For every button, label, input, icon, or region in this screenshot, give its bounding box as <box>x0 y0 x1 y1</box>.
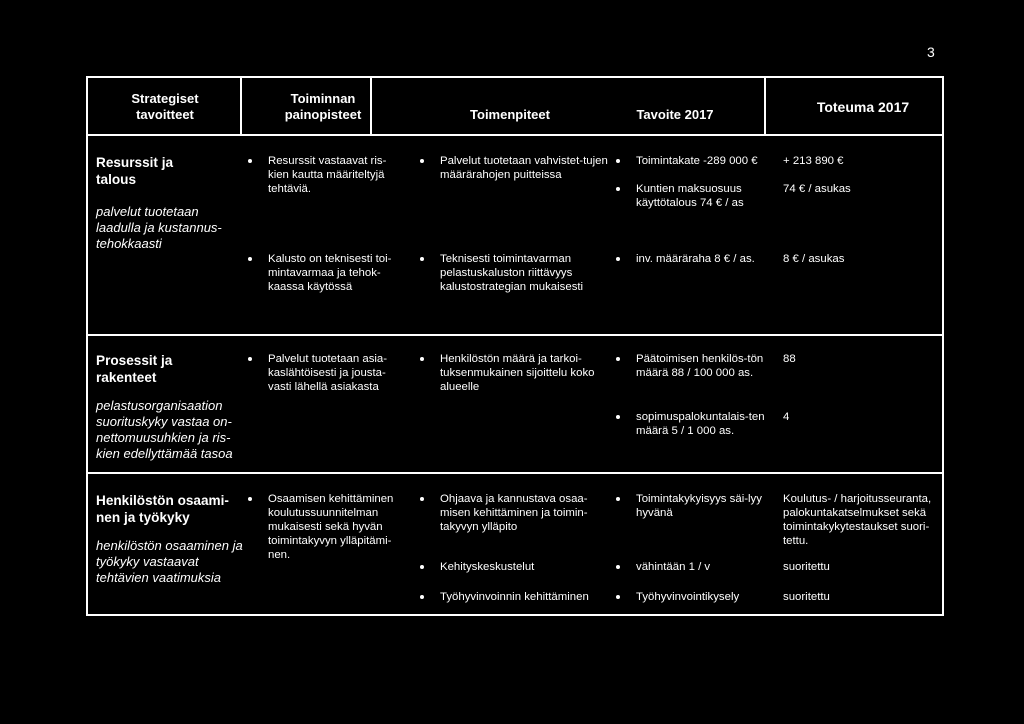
row-1-toimenpide-1: Palvelut tuotetaan vahvistet-tujen määrärahojen puitteissa <box>420 154 610 182</box>
row-2-tavoite-1a: Päätoimisen henkilös-tön määrä 88 / 100 000 as. <box>616 352 781 380</box>
row-3-subtitle: henkilöstön osaaminen ja työkyky vastaavat tehtävien vaatimuksia <box>96 538 243 585</box>
row-1-tavoite-2: inv. määräraha 8 € / as. <box>616 252 796 266</box>
header-col-divider-3 <box>764 78 766 136</box>
header-toimenpiteet: Toimenpiteet <box>470 107 550 122</box>
row-1-toteuma-2: 8 € / asukas <box>783 253 845 265</box>
header-tavoite-2017: Tavoite 2017 <box>636 107 714 122</box>
row-1-title: Resurssit ja talous <box>96 155 174 187</box>
row-3-toteuma-2: suoritettu <box>783 561 830 573</box>
row-3-toteuma-1: Koulutus- / harjoitusseuranta, palokuntakatselmukset sekä toimintakykytestaukset suori-tettu. <box>783 493 932 547</box>
row-3-tavoite-3: Työhyvinvointikysely <box>616 590 796 604</box>
row-2-tavoite-1b: sopimuspalokuntalais-ten määrä 5 / 1 000 as. <box>616 410 781 438</box>
row-3-toimenpide-1: Ohjaava ja kannustava osaa-misen kehittäminen ja toimin-takyvyn ylläpito <box>420 492 610 534</box>
row-1-tavoite-1a: Toimintakate -289 000 € <box>616 154 796 168</box>
row-3-tavoite-2: vähintään 1 / v <box>616 560 786 574</box>
row-2-toteuma-1b: 4 <box>783 411 790 423</box>
row-1-toteuma-1a: + 213 890 € <box>783 155 844 167</box>
row-3-toimenpide-2: Kehityskeskustelut <box>420 560 610 574</box>
header-toteuma-2017: Toteuma 2017 <box>816 99 910 115</box>
header-toiminnan-painopisteet: Toiminnan painopisteet <box>284 91 362 122</box>
row-2-toteuma-1a: 88 <box>783 353 796 365</box>
row-2-painopiste-1: Palvelut tuotetaan asia-kaslähtöisesti ja jousta-vasti lähellä asiakasta <box>248 352 398 394</box>
page-number: 3 <box>927 44 935 60</box>
row-1-painopiste-2: Kalusto on teknisesti toi-mintavarmaa ja tehok-kaassa käytössä <box>248 252 398 294</box>
row-1-toimenpide-2: Teknisesti toimintavarman pelastuskaluston riittävyys kalustostrategian mukaisesti <box>420 252 610 294</box>
row-1-painopiste-1: Resurssit vastaavat ris-kien kautta määriteltyjä tehtäviä. <box>248 154 398 196</box>
row-divider-1 <box>88 334 942 336</box>
row-2-subtitle: pelastusorganisaation suorituskyky vastaa on-nettomuusuhkien ja ris-kien edellyttämää tasoa <box>96 398 233 461</box>
strategy-table <box>86 76 944 616</box>
header-col-divider-2 <box>370 78 372 136</box>
row-3-toteuma-3: suoritettu <box>783 591 830 603</box>
row-3-painopiste-1: Osaamisen kehittäminen koulutussuunnitelman mukaisesti sekä hyvän toimintakyvyn ylläpitämi-nen. <box>248 492 403 562</box>
row-1-subtitle: palvelut tuotetaan laadulla ja kustannus-tehokkaasti <box>96 204 222 251</box>
row-3-title: Henkilöstön osaami-nen ja työkyky <box>96 493 229 525</box>
row-1-tavoite-1b: Kuntien maksuosuus käyttötalous 74 € / as <box>616 182 786 210</box>
header-col-divider-1 <box>240 78 242 136</box>
row-2-toimenpide-1: Henkilöstön määrä ja tarkoi-tuksenmukainen sijoittelu koko alueelle <box>420 352 610 394</box>
row-3-toimenpide-3: Työhyvinvoinnin kehittäminen <box>420 590 630 604</box>
row-3-tavoite-1: Toimintakykyisyys säi-lyy hyvänä <box>616 492 786 520</box>
row-1-toteuma-1b: 74 € / asukas <box>783 183 851 195</box>
header-strategiset-tavoitteet: Strategiset tavoitteet <box>131 91 199 122</box>
row-2-title: Prosessit ja rakenteet <box>96 353 173 385</box>
row-divider-2 <box>88 472 942 474</box>
